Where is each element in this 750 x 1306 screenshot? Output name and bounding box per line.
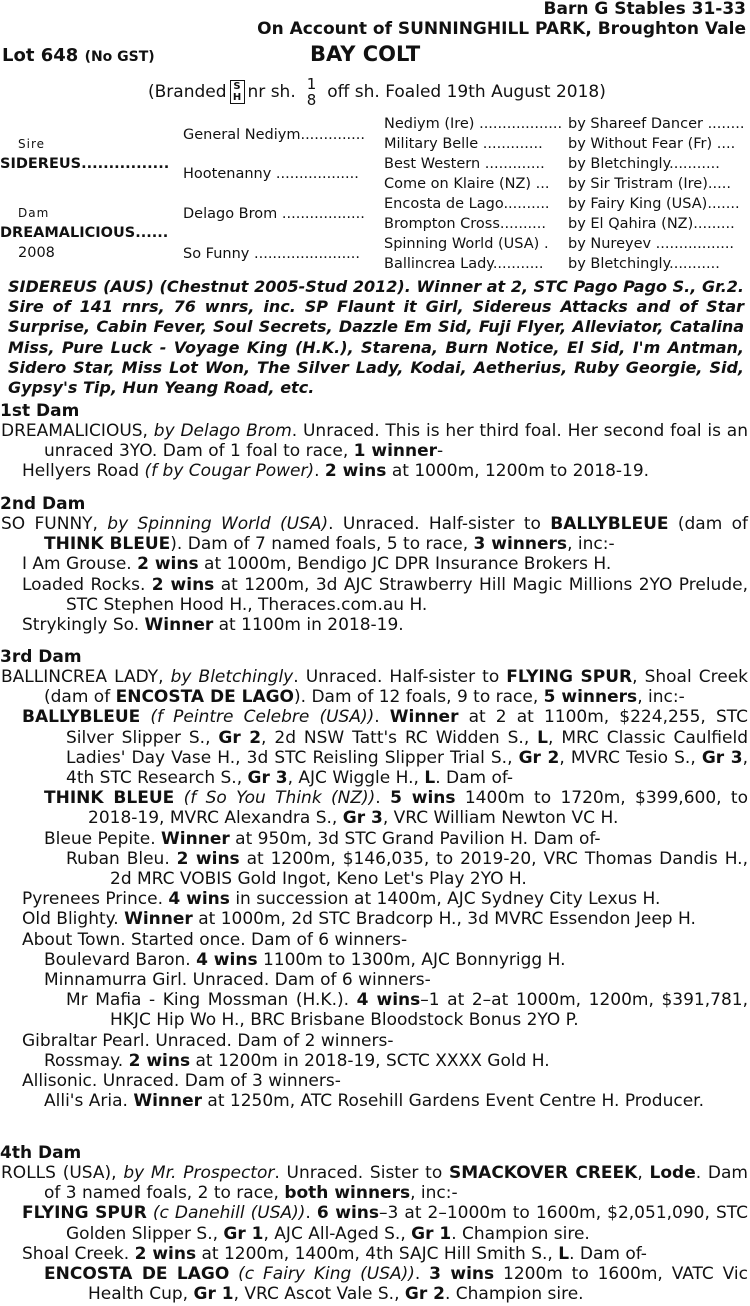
progeny-entry: Pyrenees Prince. 4 wins in succession at 1400m, AJC Sydney City Lexus H.: [22, 889, 661, 910]
pedigree-g2-0: Nediym (Ire) ..................: [384, 116, 563, 132]
dam-entry: ROLLS (USA), by Mr. Prospector. Unraced. Sister to SMACKOVER CREEK, Lode. Dam of 3 named foals, 2 to race, both winners, inc:-: [1, 1163, 748, 1204]
dam-entry: BALLINCREA LADY, by Bletchingly. Unraced. Half-sister to FLYING SPUR, Shoal Creek (dam of ENCOSTA DE LAGO). Dam of 12 foals, 9 to race, 5 winners, inc:-: [1, 667, 749, 708]
g3-text: by Shareef Dancer: [568, 116, 703, 132]
dam-text: DREAMALICIOUS: [0, 225, 136, 241]
progeny-entry: Alli's Aria. Winner at 1250m, ATC Rosehill Gardens Event Centre H. Producer.: [44, 1091, 705, 1112]
g3-text: by Bletchingly: [568, 156, 670, 172]
g3-text: by Fairy King (USA): [568, 196, 708, 212]
brand-suffix: off sh. Foaled 19th August 2018): [327, 81, 606, 102]
barn-stables: Barn G Stables 31-33: [543, 0, 746, 19]
pedigree-g1-2: Delago Brom ..................: [183, 206, 365, 222]
progeny-entry: Minnamurra Girl. Unraced. Dam of 6 winners-: [44, 970, 431, 991]
sire-label: Sire: [18, 137, 46, 151]
dam-year: 2008: [18, 245, 55, 261]
pedigree-g3-0: by Shareef Dancer ........: [568, 116, 745, 132]
progeny-entry: Strykingly So. Winner at 1100m in 2018-19.: [22, 615, 404, 636]
dam-entry: DREAMALICIOUS, by Delago Brom. Unraced. This is her third foal. Her second foal is an unraced 3YO. Dam of 1 foal to race, 1 winner-: [1, 421, 749, 462]
pedigree-g3-5: by El Qahira (NZ).........: [568, 216, 735, 232]
gst-note: (No GST): [84, 49, 155, 65]
progeny-entry: Hellyers Road (f by Cougar Power). 2 wins at 1000m, 1200m to 2018-19.: [22, 461, 650, 482]
second-dam-section: [0, 494, 748, 635]
sire-summary: SIDEREUS (AUS) (Chestnut 2005-Stud 2012). Winner at 2, STC Pago Pago S., Gr.2. Sire of 141 rnrs, 76 wnrs, inc. SP Flaunt it Girl, Sidereus Attacks and of Star Surprise, Cabin Fever, Soul Secrets, Dazzle Em Sid, Fuji Flyer, Alleviator, Catalina Miss, Pure Luck - Voyage King (H.K.), Starena, Burn Notice, El Sid, I'm Antman, Sidero Star, Miss Lot Won, The Silver Lady, Kodai, Aetherius, Ruby Georgie, Sid, Gypsy's Tip, Hun Yeang Road, etc.: [8, 277, 744, 398]
vendor-account: On Account of SUNNINGHILL PARK, Broughton Vale: [257, 19, 746, 40]
g2-text: Nediym (Ire): [384, 116, 475, 132]
progeny-entry: Rossmay. 2 wins at 1200m in 2018-19, SCTC XXXX Gold H.: [44, 1050, 550, 1071]
pedigree-g2-3: Come on Klaire (NZ) ...: [384, 176, 550, 192]
progeny-entry: About Town. Started once. Dam of 6 winners-: [22, 929, 408, 950]
pedigree-g1-0: General Nediym..............: [183, 127, 365, 143]
lot-number: [2, 46, 155, 67]
progeny-entry: Old Blighty. Winner at 1000m, 2d STC Bradcorp H., 3d MVRC Essendon Jeep H.: [22, 909, 696, 930]
progeny-entry: THINK BLEUE (f So You Think (NZ)). 5 wins 1400m to 1720m, $399,600, to 2018-19, MVRC Alexandra S., Gr 3, VRC William Newton VC H.: [44, 788, 748, 829]
g2-text: Best Western: [384, 156, 481, 172]
g1-text: So Funny: [183, 246, 250, 262]
g3-text: by Bletchingly: [568, 256, 670, 272]
progeny-entry: Boulevard Baron. 4 wins 1100m to 1300m, AJC Bonnyrigg H.: [44, 949, 566, 970]
g1-text: General Nediym: [183, 127, 301, 143]
g1-text: Hootenanny: [183, 166, 272, 182]
brand-icon: [230, 80, 245, 104]
pedigree-g2-4: Encosta de Lago..........: [384, 196, 550, 212]
brand-fraction: [307, 76, 317, 108]
brand-top: S: [233, 81, 241, 92]
first-dam-section: [0, 401, 748, 482]
pedigree-g3-4: by Fairy King (USA).......: [568, 196, 740, 212]
brand-bottom: H: [232, 92, 242, 103]
brand-line: [148, 76, 606, 108]
brand-prefix: (Branded: [148, 81, 227, 102]
progeny-entry: Loaded Rocks. 2 wins at 1200m, 3d AJC Strawberry Hill Magic Millions 2YO Prelude, STC Stephen Hood H., Theraces.com.au H.: [22, 574, 748, 615]
progeny-entry: I Am Grouse. 2 wins at 1000m, Bendigo JC DPR Insurance Brokers H.: [22, 554, 612, 575]
pedigree-g2-6: Spinning World (USA) .: [384, 236, 549, 252]
pedigree-g1-3: So Funny .......................: [183, 246, 361, 262]
section-title: 1st Dam: [0, 401, 80, 421]
progeny-entry: BALLYBLEUE (f Peintre Celebre (USA)). Winner at 2 at 1100m, $224,255, STC Silver Slipper S., Gr 2, 2d NSW Tatt's RC Widden S., L, MRC Classic Caulfield Ladies' Day Vase H., 3d STC Reisling Slipper Trial S., Gr 2, MVRC Tesio S., Gr 3, 4th STC Research S., Gr 3, AJC Wiggle H., L. Dam of-: [22, 707, 749, 789]
sire-text: SIDEREUS: [0, 156, 82, 172]
progeny-entry: Mr Mafia - King Mossman (H.K.). 4 wins–1 at 2–at 1000m, 1200m, $391,781, HKJC Hip Wo H., BRC Brisbane Bloodstock Bonus 2YO P.: [66, 990, 748, 1031]
section-title: 4th Dam: [0, 1143, 82, 1163]
g3-text: by Without Fear (Fr): [568, 136, 713, 152]
fraction-den: 8: [306, 91, 317, 109]
fraction-num: 1: [306, 75, 317, 93]
lot-label: Lot 648: [2, 45, 79, 66]
g2-text: Brompton Cross: [384, 216, 500, 232]
g1-text: Delago Brom: [183, 206, 278, 222]
pedigree-g3-2: by Bletchingly...........: [568, 156, 720, 172]
pedigree-g1-1: Hootenanny ..................: [183, 166, 359, 182]
g2-text: Ballincrea Lady: [384, 256, 493, 272]
dam-entry: SO FUNNY, by Spinning World (USA). Unraced. Half-sister to BALLYBLEUE (dam of THINK BLEUE). Dam of 7 named foals, 5 to race, 3 winners, inc:-: [1, 514, 748, 555]
progeny-entry: ENCOSTA DE LAGO (c Fairy King (USA)). 3 wins 1200m to 1600m, VATC Vic Health Cup, Gr 1, VRC Ascot Vale S., Gr 2. Champion sire.: [44, 1264, 748, 1305]
section-title: 3rd Dam: [0, 647, 82, 667]
dam-label: Dam: [18, 206, 50, 220]
section-title: 2nd Dam: [0, 494, 86, 514]
third-dam-section: [0, 647, 748, 1111]
progeny-entry: Allisonic. Unraced. Dam of 3 winners-: [22, 1071, 341, 1092]
pedigree-g2-7: Ballincrea Lady...........: [384, 256, 544, 272]
progeny-entry: Bleue Pepite. Winner at 950m, 3d STC Grand Pavilion H. Dam of-: [44, 828, 601, 849]
progeny-entry: Gibraltar Pearl. Unraced. Dam of 2 winners-: [22, 1030, 394, 1051]
sale-header: [257, 0, 746, 39]
g2-text: Spinning World (USA): [384, 236, 540, 252]
pedigree-g3-6: by Nureyev .................: [568, 236, 735, 252]
pedigree-g2-2: Best Western .............: [384, 156, 545, 172]
g2-text: Come on Klaire (NZ): [384, 176, 532, 192]
pedigree-g2-5: Brompton Cross..........: [384, 216, 546, 232]
progeny-entry: FLYING SPUR (c Danehill (USA)). 6 wins–3 at 2–1000m to 1600m, $2,051,090, STC Golden Slipper S., Gr 1, AJC All-Aged S., Gr 1. Champion sire.: [22, 1203, 748, 1244]
brand-near-side: nr sh.: [247, 81, 296, 102]
progeny-entry: Ruban Bleu. 2 wins at 1200m, $146,035, to 2019-20, VRC Thomas Dandis H., 2d MRC VOBIS Gold Ingot, Keno Let's Play 2YO H.: [66, 848, 748, 890]
pedigree-g3-7: by Bletchingly...........: [568, 256, 720, 272]
pedigree-g3-1: by Without Fear (Fr) ....: [568, 136, 736, 152]
progeny-entry: Shoal Creek. 2 wins at 1200m, 1400m, 4th SAJC Hill Smith S., L. Dam of-: [22, 1243, 647, 1264]
fourth-dam-section: [0, 1143, 748, 1304]
g2-text: Encosta de Lago: [384, 196, 504, 212]
sire-name: SIDEREUS................: [0, 156, 170, 172]
horse-title: BAY COLT: [310, 42, 421, 66]
g3-text: by El Qahira (NZ): [568, 216, 694, 232]
pedigree-g2-1: Military Belle .............: [384, 136, 543, 152]
pedigree-g3-3: by Sir Tristram (Ire).....: [568, 176, 731, 192]
g3-text: by Sir Tristram (Ire): [568, 176, 708, 192]
dam-name: DREAMALICIOUS......: [0, 225, 169, 241]
g3-text: by Nureyev: [568, 236, 652, 252]
g2-text: Military Belle: [384, 136, 479, 152]
